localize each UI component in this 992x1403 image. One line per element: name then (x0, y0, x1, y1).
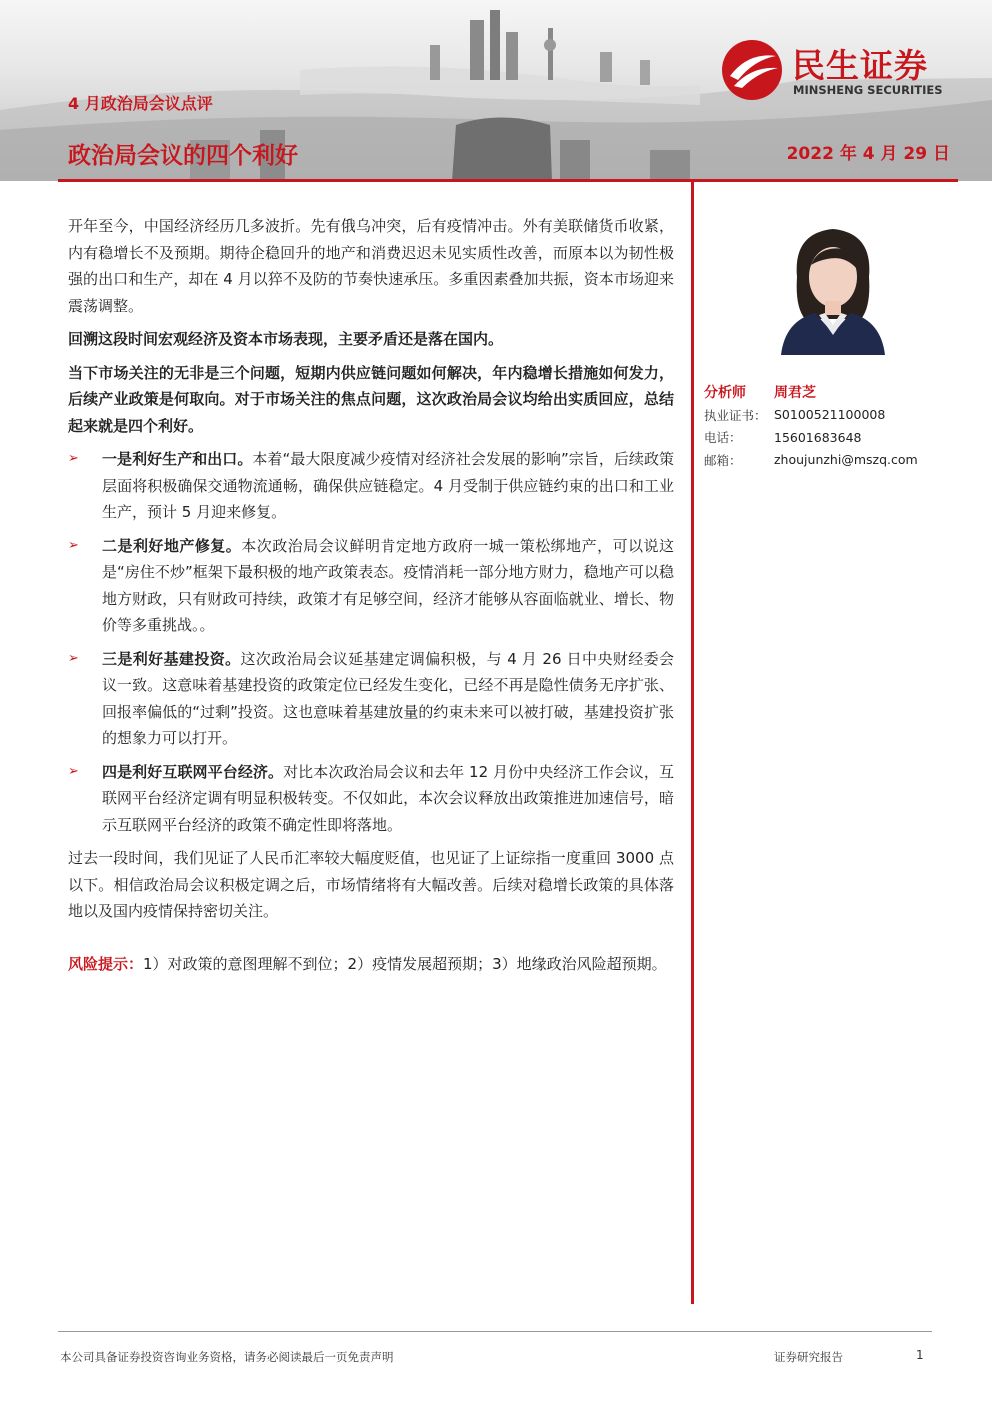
bullet-lead: 三是利好基建投资。 (102, 649, 241, 668)
bullet-item (68, 759, 674, 839)
arrow-bullet-icon: ➢ (68, 537, 79, 553)
document-type: 4 月政治局会议点评 (68, 94, 213, 113)
footer-disclaimer: 本公司具备证券投资咨询业务资格，请务必阅读最后一页免责声明 (60, 1350, 394, 1364)
analyst-name: 周君芝 (774, 385, 816, 402)
sidebar-divider (691, 182, 694, 1304)
logo-english-text: MINSHENG SECURITIES (793, 83, 943, 97)
risk-label: 风险提示： (68, 954, 144, 973)
paragraph-three-questions: 当下市场关注的无非是三个问题，短期内供应链问题如何解决，年内稳增长措施如何发力，后续产业政策是何取向。对于市场关注的焦点问题，这次政治局会议均给出实质回应，总结起来就是四个利好。 (68, 363, 674, 435)
bullet-text: 对比本次政治局会议和去年 12 月份中央经济工作会议，互联网平台经济定调有明显积极转变。不仅如此，本次会议释放出政策推进加速信号，暗示互联网平台经济的政策不确定性即将落地。 (102, 762, 674, 834)
document-title: 政治局会议的四个利好 (68, 143, 298, 169)
report-body (68, 213, 674, 984)
analyst-info (704, 381, 964, 471)
risk-text: 1）对政策的意图理解不到位；2）疫情发展超预期；3）地缘政治风险超预期。 (143, 954, 667, 973)
footer-report-type: 证券研究报告 (774, 1350, 843, 1364)
arrow-bullet-icon: ➢ (68, 650, 79, 666)
arrow-bullet-icon: ➢ (68, 451, 79, 466)
phone-label: 电话： (704, 430, 742, 446)
bullet-item (68, 646, 674, 752)
email-label: 邮箱： (704, 452, 742, 468)
risk-warning (68, 951, 674, 978)
logo-emblem-icon (720, 38, 784, 102)
arrow-bullet-icon: ➢ (68, 763, 79, 779)
analyst-photo (775, 215, 891, 355)
bullet-text: 本次政治局会议鲜明肯定地方政府一城一策松绑地产，可以说这是“房住不炒”框架下最积极的地产政策表态。疫情消耗一部分地方财力，稳地产可以稳地方财政，只有财政可持续，政策才有足够空间，经济才能够从容面临就业、增长、物价等多重挑战。。 (102, 536, 674, 634)
bullet-lead: 一是利好生产和出口。 (102, 450, 253, 468)
minsheng-logo (720, 38, 970, 102)
header-banner (0, 0, 992, 181)
analyst-role: 分析师 (704, 385, 746, 402)
phone-number: 15601683648 (774, 429, 862, 445)
cert-label: 执业证书： (704, 407, 767, 423)
bullet-item (68, 446, 674, 526)
logo-chinese-text: 民生证券 (792, 46, 928, 85)
paragraph-main-contradiction: 回溯这段时间宏观经济及资本市场表现，主要矛盾还是落在国内。 (68, 330, 504, 348)
paragraph-intro: 开年至今，中国经济经历几多波折。先有俄乌冲突，后有疫情冲击。外有美联储货币收紧，内有稳增长不及预期。期待企稳回升的地产和消费迟迟未见实质性改善，而原本以为韧性极强的出口和生产，却在 4 月以猝不及防的节奏快速承压。多重因素叠加共振，资本市场迎来震荡调整。 (68, 217, 674, 315)
footer-divider (58, 1331, 932, 1332)
bullet-lead: 二是利好地产修复。 (102, 536, 242, 555)
header-divider (58, 179, 958, 182)
bullet-text: 这次政治局会议延基建定调偏积极，与 4 月 26 日中央财经委会议一致。这意味着基建投资的政策定位已经发生变化，已经不再是隐性债务无序扩张、回报率偏低的“过剩”投资。这也意味着基建放量的约束未来可以被打破，基建投资扩张的想象力可以打开。 (102, 649, 674, 747)
paragraph-outlook: 过去一段时间，我们见证了人民币汇率较大幅度贬值，也见证了上证综指一度重回 3000 点以下。相信政治局会议积极定调之后，市场情绪将有大幅改善。后续对稳增长政策的具体落地以及国内疫情保持密切关注。 (68, 849, 674, 920)
email-link[interactable]: zhoujunzhi@mszq.com (774, 452, 918, 468)
bullet-item (68, 533, 674, 639)
cert-number: S0100521100008 (774, 407, 886, 423)
bullet-text: 本着“最大限度减少疫情对经济社会发展的影响”宗旨，后续政策层面将积极确保交通物流通畅，确保供应链稳定。4 月受制于供应链约束的出口和工业生产，预计 5 月迎来修复。 (102, 450, 674, 521)
bullet-lead: 四是利好互联网平台经济。 (102, 762, 284, 781)
document-date: 2022 年 4 月 29 日 (786, 144, 950, 164)
page-number: 1 (916, 1348, 924, 1362)
